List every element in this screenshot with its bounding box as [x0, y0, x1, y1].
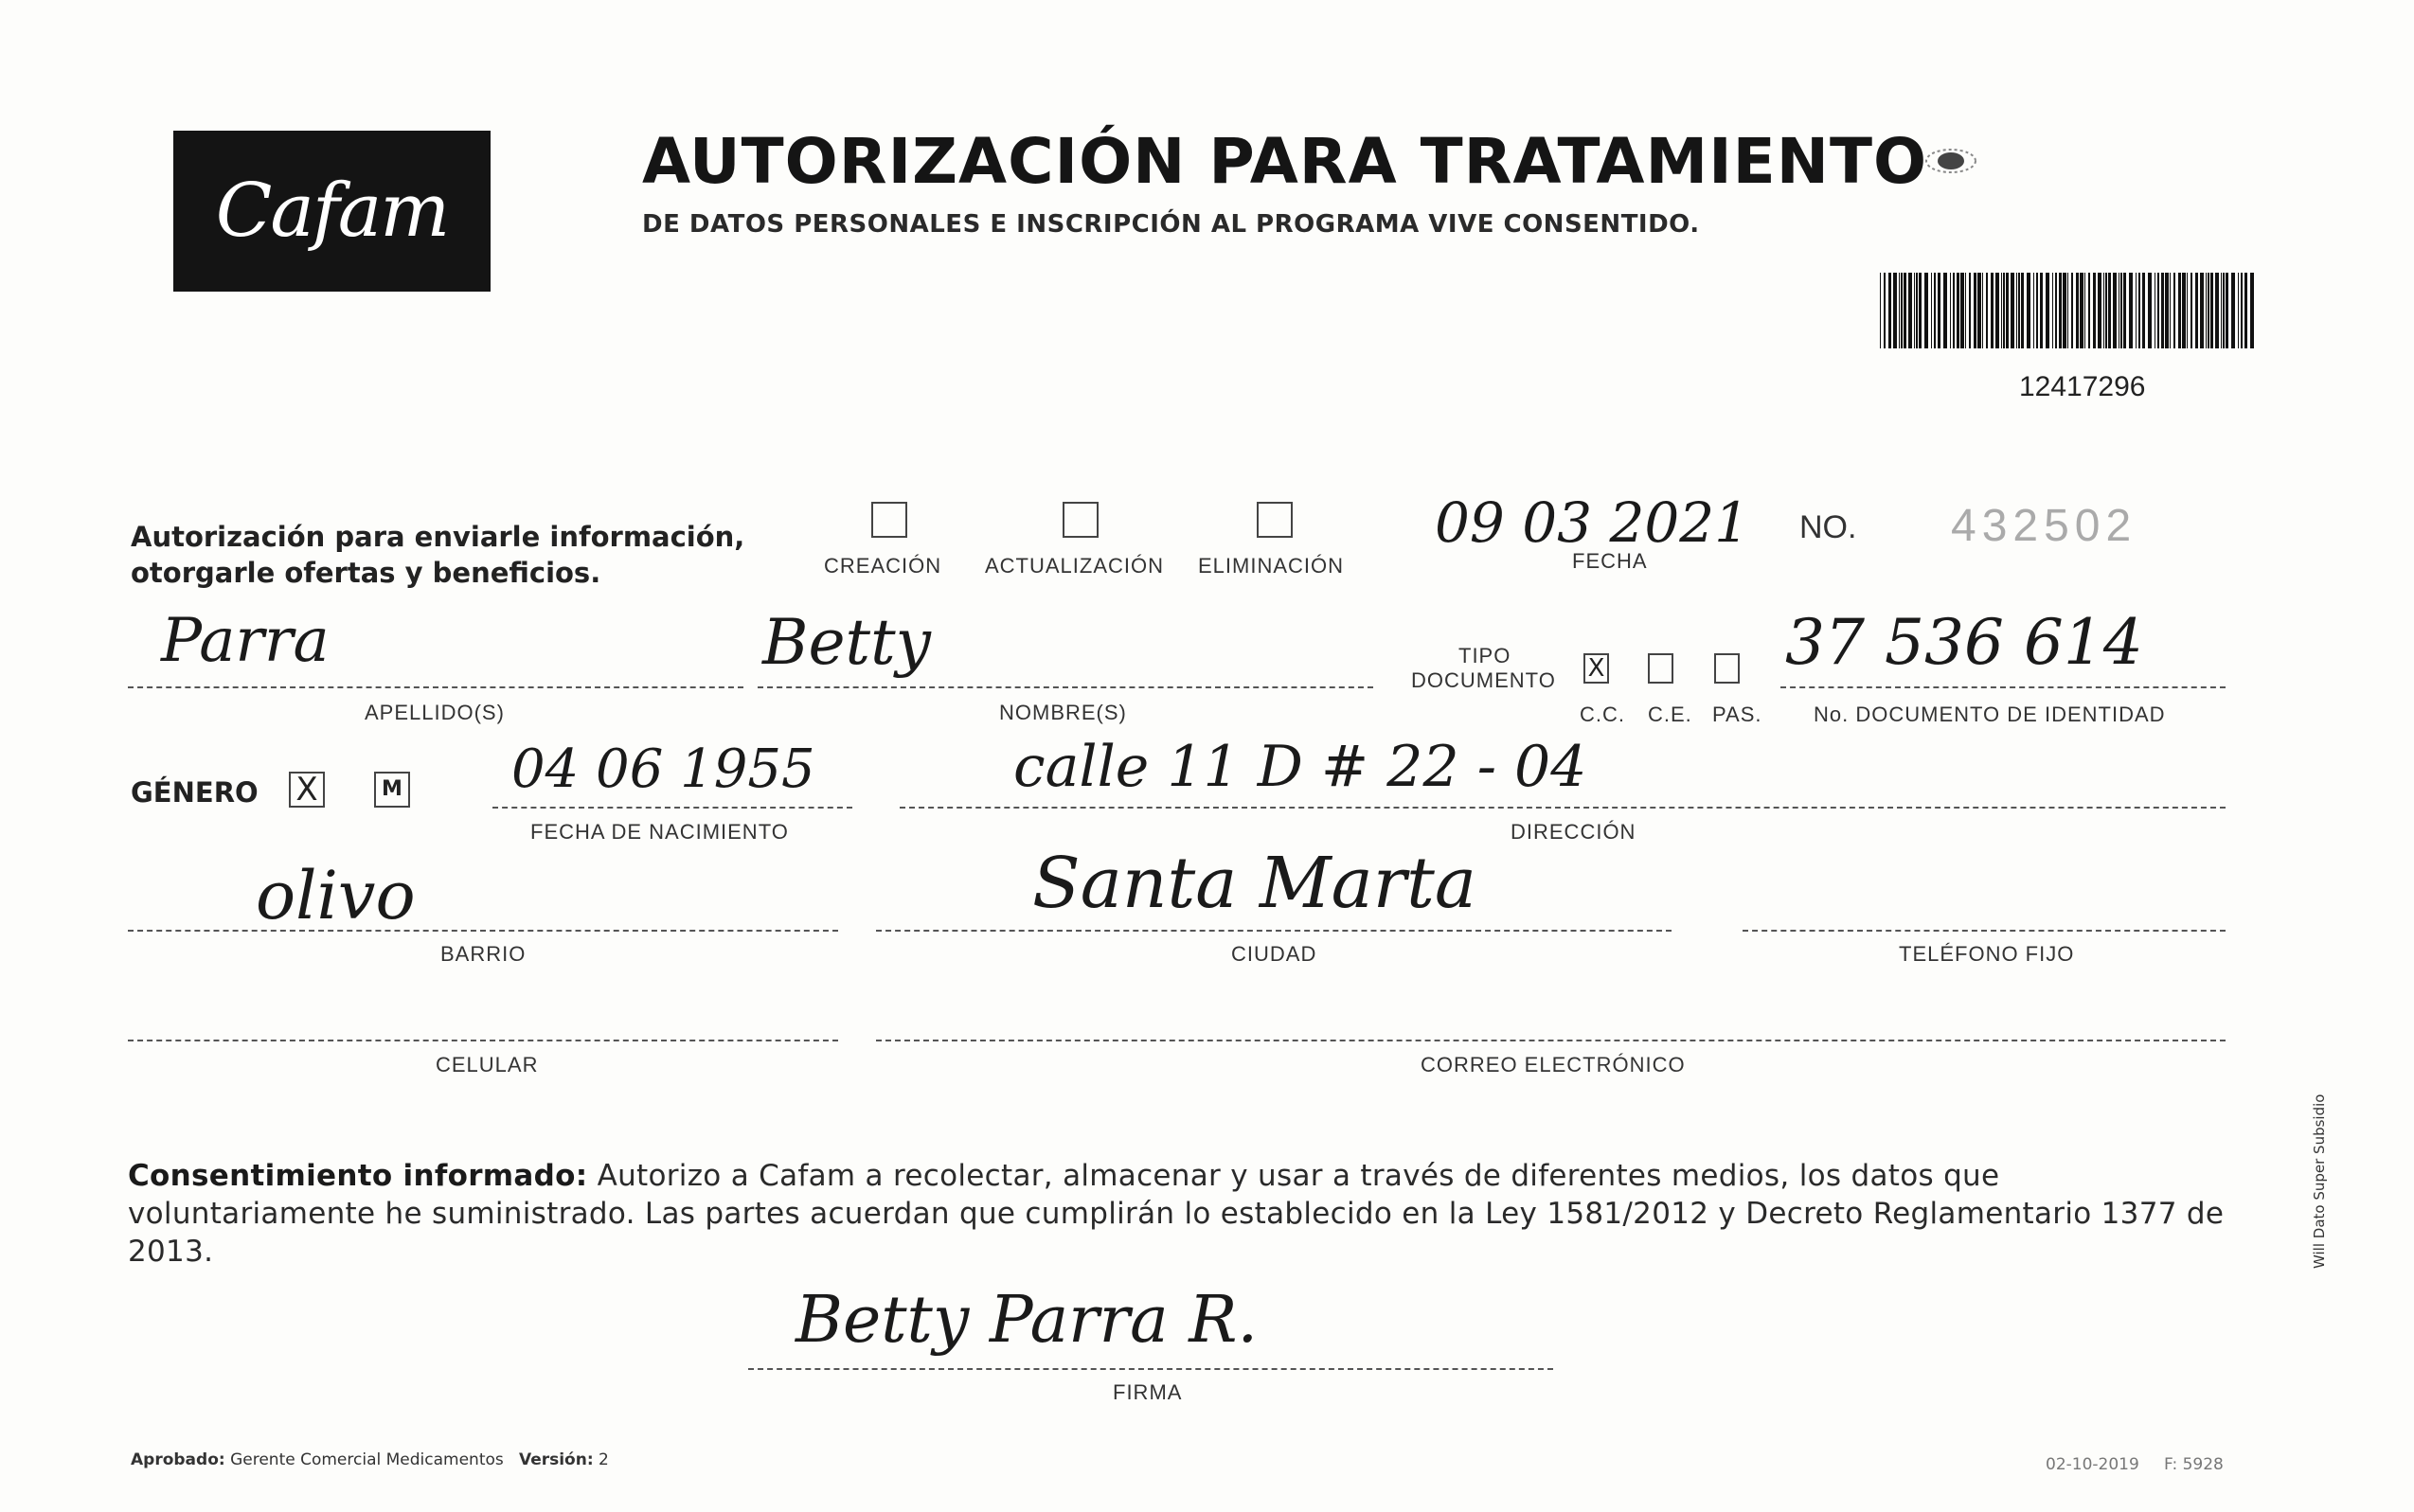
barcode-bar [2250, 273, 2254, 348]
barcode-bar [2036, 273, 2038, 348]
form-number: 432502 [1951, 501, 2137, 551]
barcode-bar [2165, 273, 2169, 348]
telefono-underline [1743, 930, 2226, 932]
label-pas: PAS. [1712, 703, 1762, 726]
barcode-bar [2001, 273, 2002, 348]
barcode-bar [1974, 273, 1976, 348]
fecha-nacimiento-underline [492, 807, 852, 809]
barcode-bar [2129, 273, 2133, 348]
fecha-nacimiento-label: FECHA DE NACIMIENTO [530, 820, 789, 844]
barcode-bar [1991, 273, 1994, 348]
barcode-bar [2046, 273, 2049, 348]
authorization-label-line1: Autorización para enviarle información, [131, 521, 745, 553]
correo-underline [876, 1040, 2226, 1041]
barcode-bar [2136, 273, 2137, 348]
consent-text-block [128, 1157, 2240, 1271]
barcode-bar [2157, 273, 2159, 348]
label-actualizacion: ACTUALIZACIÓN [985, 554, 1165, 578]
barcode-bar [2187, 273, 2188, 348]
label-cc: C.C. [1580, 703, 1625, 726]
barcode-bar [2120, 273, 2122, 348]
direccion-underline [900, 807, 2226, 809]
barcode-bar [1899, 273, 1900, 348]
barcode-bar [1977, 273, 1981, 348]
checkbox-ce[interactable] [1648, 653, 1673, 684]
barcode-bar [2142, 273, 2145, 348]
checkbox-eliminacion[interactable] [1257, 502, 1293, 538]
barrio-label: BARRIO [440, 942, 527, 966]
barcode-bar [1914, 273, 1915, 348]
barcode-bar [2170, 273, 2171, 348]
barcode-bar [2080, 273, 2083, 348]
barcode-bar [1953, 273, 1955, 348]
barcode-bar [1904, 273, 1906, 348]
barcode-bar [2059, 273, 2062, 348]
apellido-label: APELLIDO(S) [365, 701, 505, 724]
barcode-bar [2076, 273, 2079, 348]
barcode-bar [1938, 273, 1940, 348]
barcode-bar [2241, 273, 2243, 348]
barcode-bar [2093, 273, 2096, 348]
barcode-bar [1888, 273, 1891, 348]
checkbox-cc[interactable]: X [1583, 653, 1609, 684]
telefono-label[interactable]: TELÉFONO FIJO [1899, 942, 2075, 966]
barcode-bar [2018, 273, 2020, 348]
authorization-label-line2: otorgarle ofertas y beneficios. [131, 557, 601, 589]
checkbox-creacion[interactable] [871, 502, 907, 538]
barcode-bar [1931, 273, 1932, 348]
direccion-field[interactable]: calle 11 D # 22 - 04 [1013, 734, 1587, 800]
barcode-bar [2123, 273, 2126, 348]
barcode-bar [2108, 273, 2111, 348]
documento-underline [1780, 686, 2226, 688]
barcode-bar [2027, 273, 2030, 348]
nombre-underline [758, 686, 1373, 688]
barcode-bar [1908, 273, 1912, 348]
signature-underline [748, 1368, 1553, 1370]
footer-code: F: 5928 [2164, 1455, 2224, 1474]
barcode-bar [2231, 273, 2235, 348]
barcode-bar [2067, 273, 2068, 348]
celular-underline [128, 1040, 838, 1041]
genero-label: GÉNERO [131, 776, 259, 809]
barcode-bar [2084, 273, 2085, 348]
barcode-bar [1995, 273, 1999, 348]
barcode [1880, 273, 2259, 348]
barcode-bar [2011, 273, 2014, 348]
ciudad-underline [876, 930, 1672, 932]
barrio-underline [128, 930, 838, 932]
barcode-bar [2103, 273, 2104, 348]
barcode-bar [1893, 273, 1897, 348]
barrio-field[interactable]: olivo [256, 857, 416, 934]
barcode-bar [2178, 273, 2181, 348]
barcode-bar [1901, 273, 1903, 348]
barcode-bar [2003, 273, 2005, 348]
barcode-bar [2208, 273, 2209, 348]
consent-body: Autorizo a Cafam a recolectar, almacenar y usar a través de diferentes medios, los datos que voluntariamente he suministrado. Las partes acuerdan que cumplirán lo establecido en la Ley 1581/2012 y Decreto Reglamentario 1377 de 2013. [128, 1159, 2225, 1269]
tipo-label: TIPO [1458, 644, 1511, 667]
form-subtitle: DE DATOS PERSONALES E INSCRIPCIÓN AL PROGRAMA VIVE CONSENTIDO. [642, 210, 1700, 239]
barcode-bar [2173, 273, 2175, 348]
barcode-bar [2088, 273, 2090, 348]
barcode-number: 12417296 [2019, 371, 2146, 402]
barcode-bar [2033, 273, 2034, 348]
firma-label: FIRMA [1113, 1380, 1183, 1404]
barcode-bar [1960, 273, 1964, 348]
barcode-bar [2105, 273, 2107, 348]
version-value: 2 [599, 1450, 609, 1469]
documento-field[interactable]: 37 536 614 [1785, 606, 2143, 679]
label-creacion: CREACIÓN [824, 554, 942, 578]
barcode-bar [1986, 273, 1988, 348]
barcode-bar [1943, 273, 1947, 348]
barcode-bar [2161, 273, 2164, 348]
side-vertical-text [2311, 1094, 2328, 1269]
fecha-label: FECHA [1572, 549, 1648, 573]
barcode-bar [2006, 273, 2009, 348]
checkbox-actualizacion[interactable] [1063, 502, 1099, 538]
checkbox-genero-f[interactable]: X [289, 772, 325, 808]
barcode-bar [2063, 273, 2066, 348]
ciudad-field[interactable]: Santa Marta [1032, 843, 1476, 924]
barcode-bar [2226, 273, 2228, 348]
form-title: AUTORIZACIÓN PARA TRATAMIENTO [642, 125, 1928, 198]
barcode-bar [2195, 273, 2198, 348]
barcode-bar [2138, 273, 2140, 348]
barcode-bar [1934, 273, 1936, 348]
ciudad-label: CIUDAD [1231, 942, 1317, 966]
barcode-bar [1957, 273, 1959, 348]
aprobado-label: Aprobado: [131, 1450, 225, 1469]
barcode-bar [1924, 273, 1928, 348]
barcode-bar [2215, 273, 2219, 348]
barcode-bar [1880, 273, 1881, 348]
barcode-bar [2223, 273, 2225, 348]
footer-date: 02-10-2019 [2046, 1455, 2139, 1474]
barcode-bar [2113, 273, 2117, 348]
nombre-label: NOMBRE(S) [999, 701, 1127, 724]
barcode-bar [1969, 273, 1971, 348]
nombre-field[interactable]: Betty [762, 606, 931, 679]
consent-heading: Consentimiento informado: [128, 1159, 588, 1193]
fecha-nacimiento-field[interactable]: 04 06 1955 [511, 738, 815, 800]
barcode-bar [2052, 273, 2053, 348]
barcode-bar [2040, 273, 2043, 348]
barcode-bar [2098, 273, 2101, 348]
label-eliminacion: ELIMINACIÓN [1198, 554, 1345, 578]
barcode-bar [2021, 273, 2024, 348]
logo-text: Cafam [215, 169, 449, 254]
barcode-bar [2016, 273, 2017, 348]
apellido-underline [128, 686, 743, 688]
barcode-bar [1919, 273, 1922, 348]
barcode-bar [1965, 273, 1966, 348]
version-label: Versión: [518, 1450, 594, 1469]
aprobado-value: Gerente Comercial Medicamentos [230, 1450, 504, 1469]
cafam-logo [173, 131, 491, 292]
correo-label[interactable]: CORREO ELECTRÓNICO [1421, 1053, 1686, 1076]
footer-approved [131, 1450, 609, 1469]
barcode-bar [2244, 273, 2247, 348]
no-label: NO. [1799, 509, 1857, 545]
barcode-bar [2210, 273, 2213, 348]
label-ce: C.E. [1648, 703, 1692, 726]
fecha-field[interactable]: 09 03 2021 [1435, 490, 1750, 555]
barcode-bar [2182, 273, 2186, 348]
apellido-field[interactable]: Parra [161, 606, 330, 676]
barcode-bar [2148, 273, 2152, 348]
scan-mark-icon [1922, 142, 1989, 184]
barcode-bar [1916, 273, 1918, 348]
barcode-bar [2200, 273, 2204, 348]
barcode-bar [1950, 273, 1951, 348]
barcode-bar [2221, 273, 2222, 348]
documento-label: DOCUMENTO [1411, 668, 1556, 692]
documento-label-id: No. DOCUMENTO DE IDENTIDAD [1814, 703, 2166, 726]
barcode-bar [2238, 273, 2239, 348]
barcode-bar [2206, 273, 2207, 348]
barcode-bar [2071, 273, 2073, 348]
side-text: Will Dato Super Subsidio [2311, 1094, 2328, 1269]
barcode-bar [1982, 273, 1983, 348]
direccion-label: DIRECCIÓN [1511, 820, 1636, 844]
barcode-bar [2055, 273, 2057, 348]
celular-label[interactable]: CELULAR [436, 1053, 539, 1076]
signature-field[interactable]: Betty Parra R. [796, 1283, 1259, 1358]
checkbox-pas[interactable] [1714, 653, 1740, 684]
barcode-bar [1884, 273, 1886, 348]
barcode-bar [2190, 273, 2192, 348]
checkbox-genero-m[interactable]: M [374, 772, 410, 808]
